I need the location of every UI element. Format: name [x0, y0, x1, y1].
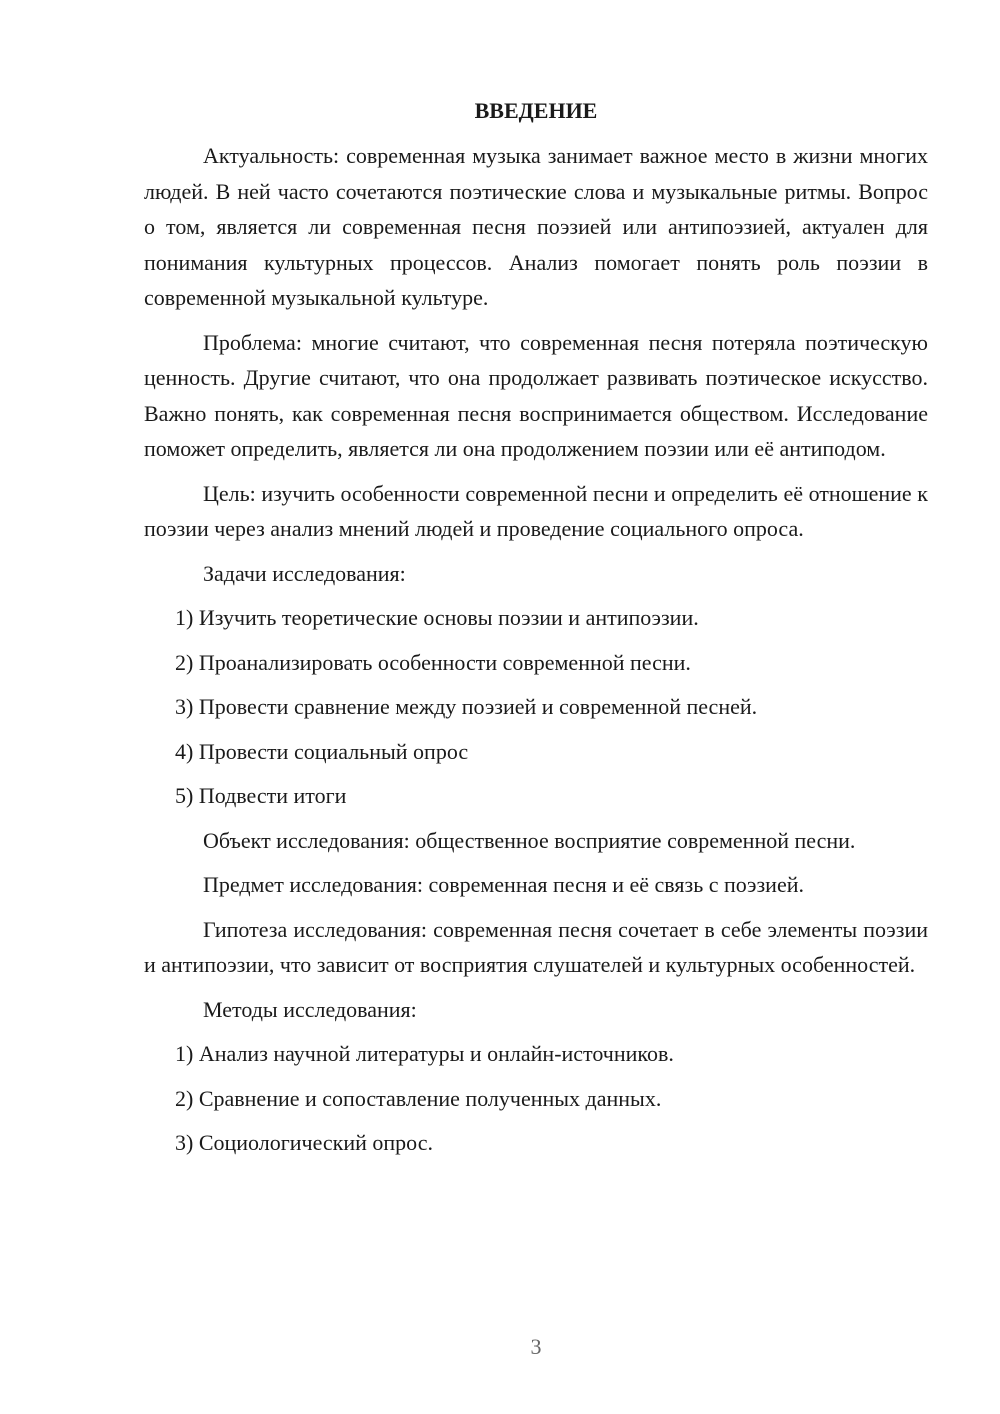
task-item-2: 2) Проанализировать особенности современной песни. — [175, 649, 691, 675]
goal-paragraph: Цель: изучить особенности современной песни и определить её отношение к поэзии через анализ мнений людей и проведение социального опроса. — [144, 480, 928, 541]
method-item-2: 2) Сравнение и сопоставление полученных данных. — [175, 1085, 662, 1111]
section-title: ВВЕДЕНИЕ — [474, 98, 598, 123]
task-item-5: 5) Подвести итоги — [175, 783, 347, 808]
hypothesis-paragraph: Гипотеза исследования: современная песня сочетает в себе элементы поэзии и антипоэзии, что зависит от восприятия слушателей и культурных особенностей. — [144, 916, 928, 977]
task-item-1: 1) Изучить теоретические основы поэзии и антипоэзии. — [175, 605, 699, 630]
task-item-4: 4) Провести социальный опрос — [175, 738, 469, 764]
method-item-1: 1) Анализ научной литературы и онлайн-источников. — [175, 1041, 674, 1066]
relevance-paragraph: Актуальность: современная музыка занимает важное место в жизни многих людей. В ней часто сочетаются поэтические слова и музыкальные ритмы. Вопрос о том, является ли современная песня поэзией или антипоэзией, актуален для понимания культурных процессов. Анализ помогает понять роль поэзии в современной музыкальной культуре. — [144, 143, 928, 310]
page-content — [144, 96, 928, 1170]
methods-label: Методы исследования: — [203, 996, 417, 1022]
subject-paragraph: Предмет исследования: современная песня и её связь с поэзией. — [203, 872, 804, 897]
methods-list — [144, 1036, 928, 1161]
tasks-list — [144, 600, 928, 814]
page-number: 3 — [530, 1334, 542, 1359]
problem-paragraph: Проблема: многие считают, что современная песня потеряла поэтическую ценность. Другие считают, что она продолжает развивать поэтическое искусство. Важно понять, как современная песня воспринимается обществом. Исследование поможет определить, является ли она продолжением поэзии или её антиподом. — [144, 329, 928, 461]
tasks-label: Задачи исследования: — [203, 560, 406, 586]
method-item-3: 3) Социологический опрос. — [175, 1130, 433, 1155]
object-paragraph: Объект исследования: общественное восприятие современной песни. — [203, 827, 856, 853]
task-item-3: 3) Провести сравнение между поэзией и современной песней. — [175, 694, 758, 719]
